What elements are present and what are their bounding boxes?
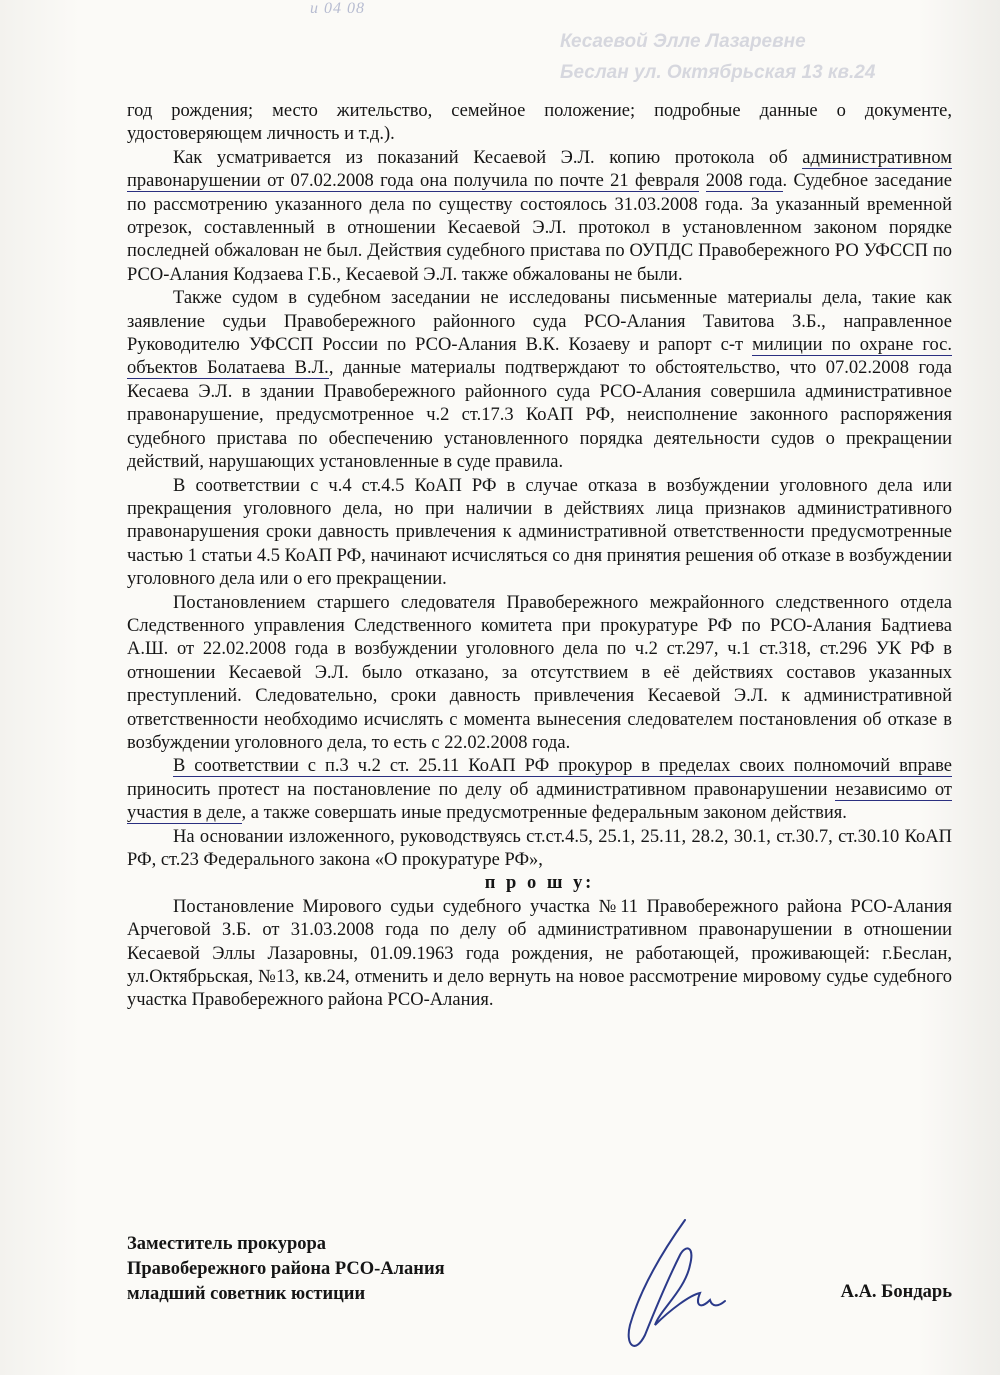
underlined-text: В соответствии с п.3 ч.2 ст. 25.11 КоАП РФ прокурор в пределах своих полномочий вправе <box>173 756 952 777</box>
paragraph: В соответствии с ч.4 ст.4.5 КоАП РФ в случае отказа в возбуждении уголовного дела или прекращения уголовного дела, но при наличии в действиях лица признаков административного правонарушения сроки давность привлечения к административной ответственности предусмотренные частью 1 статьи 4.5 КоАП РФ, начинают исчисляться со дня принятия решения об отказе в возбуждении уголовного дела или о его прекращении. <box>127 475 952 590</box>
document-body <box>127 100 952 1013</box>
header-fragment: и 04 08 <box>310 0 365 17</box>
underlined-text: независимо от участия в деле <box>127 779 953 824</box>
paragraph: В соответствии с п.3 ч.2 ст. 25.11 КоАП РФ прокурор в пределах своих полномочий вправе приносить протест на постановление по делу об административном правонарушении независимо от участия в деле, а также совершать иные предусмотренные федеральным законом действия. <box>127 756 953 824</box>
paragraph: год рождения; место жительство, семейное положение; подробные данные о документе, удостоверяющем личность и т.д.). <box>127 101 952 145</box>
bleed-through-line: Кесаевой Элле Лазаревне <box>560 31 806 52</box>
signatory-office: Правобережного района РСО-Алания <box>127 1259 445 1279</box>
signatory-rank: младший советник юстиции <box>127 1284 366 1304</box>
paragraph: Также судом в судебном заседании не исследованы письменные материалы дела, такие как заявление судьи Правобережного районного суда РСО-Алания Тавитова З.Б., направленное Руководителю УФССП России по РСО-Алания В.К. Козаеву и рапорт с-т милиции по охране гос. объектов Болатаева В.Л., данные материалы подтверждают то обстоятельство, что 07.02.2008 года Кесаева Э.Л. в здании Правобережного районного суда РСО-Алания совершила административное правонарушение, предусмотренное ч.2 ст.17.3 КоАП РФ, неисполнение законного распоряжения судебного пристава по обеспечению установленного порядка деятельности судов о прекращении действий, нарушающих установленные в суде правила. <box>127 288 952 473</box>
paragraph: Как усматривается из показаний Кесаевой Э.Л. копию протокола об административном правонарушении от 07.02.2008 года она получила по почте 21 февраля 2008 года. Судебное заседание по рассмотрению указанного дела по существу состоялось 31.03.2008 года. За указанный временной отрезок, составленный в отношении Кесаевой Э.Л. протокол в установленном законом порядке последней обжалован не был. Действия судебного пристава по ОУПДС Правобережного РО УФССП по РСО-Алания Кодзаева Г.Б., Кесаевой Э.Л. также обжалованы не были. <box>127 147 953 285</box>
paragraph: Постановлением старшего следователя Правобережного межрайонного следственного отдела Следственного управления Следственного комитета при прокуратуре РФ по РСО-Алания Бадтиева А.Ш. от 22.02.2008 года в возбуждении уголовного дела по ч.2 ст.297, ч.1 ст.318, ст.296 УК РФ в отношении Кесаевой Э.Л. было отказано, за отсутствием в её действиях составов указанных преступлений. Следовательно, сроки давность привлечения Кесаевой Э.Л. к административной ответственности необходимо исчислять с момента вынесения следователем постановления об отказе в возбуждении уголовного дела, то есть с 22.02.2008 года. <box>127 592 952 753</box>
underlined-text: 2008 года <box>705 171 783 192</box>
handwritten-signature <box>600 1215 740 1365</box>
underlined-text: административном правонарушении от 07.02.2008 года она получила по почте 21 февраля <box>127 147 952 192</box>
signatory-block <box>127 1232 445 1307</box>
signatory-name: А.А. Бондарь <box>840 1282 952 1302</box>
paragraph: Постановление Мирового судьи судебного участка №11 Правобережного района РСО-Алания Арчеговой З.Б. от 31.03.2008 года по делу об административном правонарушении в отношении Кесаевой Эллы Лазаровны, 01.09.1963 года рождения, не работающей, проживающей: г.Беслан, ул.Октябрьская, №13, кв.24, отменить и дело вернуть на новое рассмотрение мировому судье судебного участка Правобережного района РСО-Алания. <box>127 896 952 1011</box>
bleed-through-line: Беслан ул. Октябрьская 13 кв.24 <box>560 62 876 83</box>
signatory-title: Заместитель прокурора <box>127 1234 327 1254</box>
request-heading: п р о ш у: <box>484 873 595 894</box>
underlined-text: милиции по охране гос. объектов Болатаева В.Л. <box>127 335 952 379</box>
paragraph: На основании изложенного, руководствуясь ст.ст.4.5, 25.1, 25.11, 28.2, 30.1, ст.30.7, ст.30.10 КоАП РФ, ст.23 Федерального закона «О прокуратуре РФ», <box>127 826 952 870</box>
